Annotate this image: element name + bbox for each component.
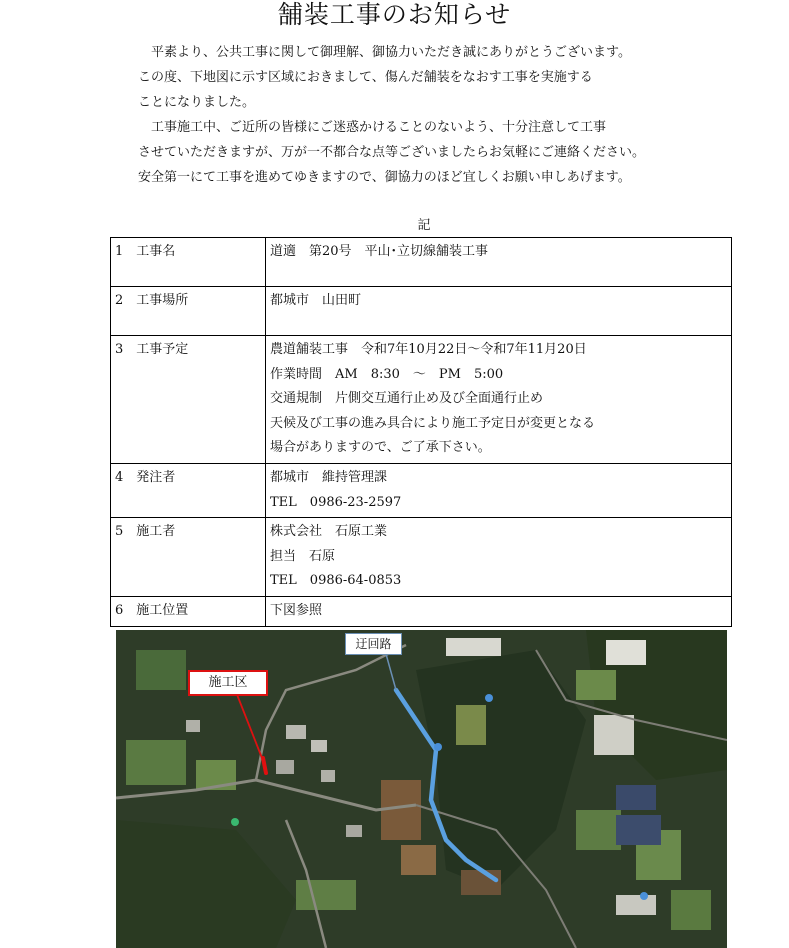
- row-key: 1 工事名: [111, 238, 266, 287]
- page-title: 舗装工事のお知らせ: [277, 0, 512, 29]
- table-row: [111, 238, 732, 287]
- intro-line: この度、下地図に示す区域におきまして、傷んだ舗装をなおす工事を実施する: [138, 70, 593, 85]
- row-value: [266, 596, 732, 626]
- ki-heading: 記: [417, 218, 431, 233]
- row-value: [266, 518, 732, 597]
- intro-line: ことになりました。: [138, 95, 256, 110]
- work-area-callout: 施工区: [188, 670, 268, 696]
- row-value-line: 天候及び工事の進み具合により施工予定日が変更となる: [270, 415, 596, 431]
- row-value-line: 道適 第20号 平山･立切線舗装工事: [270, 244, 489, 259]
- row-key: 5 施工者: [111, 518, 266, 597]
- row-value: [266, 463, 732, 517]
- detour-callout: 迂回路: [345, 633, 402, 655]
- row-value: [266, 287, 732, 336]
- row-value-line: 交通規制 片側交互通行止め及び全面通行止め: [270, 391, 544, 407]
- table-row: [111, 518, 732, 597]
- intro-line: 工事施工中、ご近所の皆様にご迷惑かけることのないよう、十分注意して工事: [138, 120, 607, 135]
- row-value-line: 作業時間 AM 8:30 ～ PM 5:00: [270, 366, 504, 382]
- intro-line: 安全第一にて工事を進めてゆきますので、御協力のほど宜しくお願い申しあげます。: [138, 170, 631, 185]
- table-row: [111, 596, 732, 626]
- table-row: [111, 287, 732, 336]
- row-value: [266, 238, 732, 287]
- row-key: 3 工事予定: [111, 336, 266, 464]
- row-value-line: TEL 0986-64-0853: [270, 573, 402, 589]
- row-value: [266, 336, 732, 464]
- row-value-line: 下図参照: [270, 602, 323, 618]
- row-value-line: 都城市 維持管理課: [270, 469, 388, 485]
- row-value-line: 都城市 山田町: [270, 293, 362, 308]
- row-value-line: TEL 0986-23-2597: [270, 494, 402, 510]
- row-key: 4 発注者: [111, 463, 266, 517]
- row-value-line: 場合がありますので、ご了承下さい。: [270, 440, 491, 456]
- table-row: [111, 463, 732, 517]
- row-key: 6 施工位置: [111, 596, 266, 626]
- details-table: [110, 237, 732, 627]
- row-value-line: 株式会社 石原工業: [270, 524, 388, 540]
- row-value-line: 担当 石原: [270, 548, 336, 564]
- satellite-map: [116, 630, 727, 948]
- table-row: [111, 336, 732, 464]
- intro-line: させていただきますが、万が一不都合な点等ございましたらお気軽にご連絡ください。: [138, 145, 646, 160]
- intro-line: 平素より、公共工事に関して御理解、御協力いただき誠にありがとうございます。: [138, 45, 631, 60]
- row-key: 2 工事場所: [111, 287, 266, 336]
- intro-text: [138, 40, 698, 190]
- row-value-line: 農道舗装工事 令和7年10月22日～令和7年11月20日: [270, 342, 587, 357]
